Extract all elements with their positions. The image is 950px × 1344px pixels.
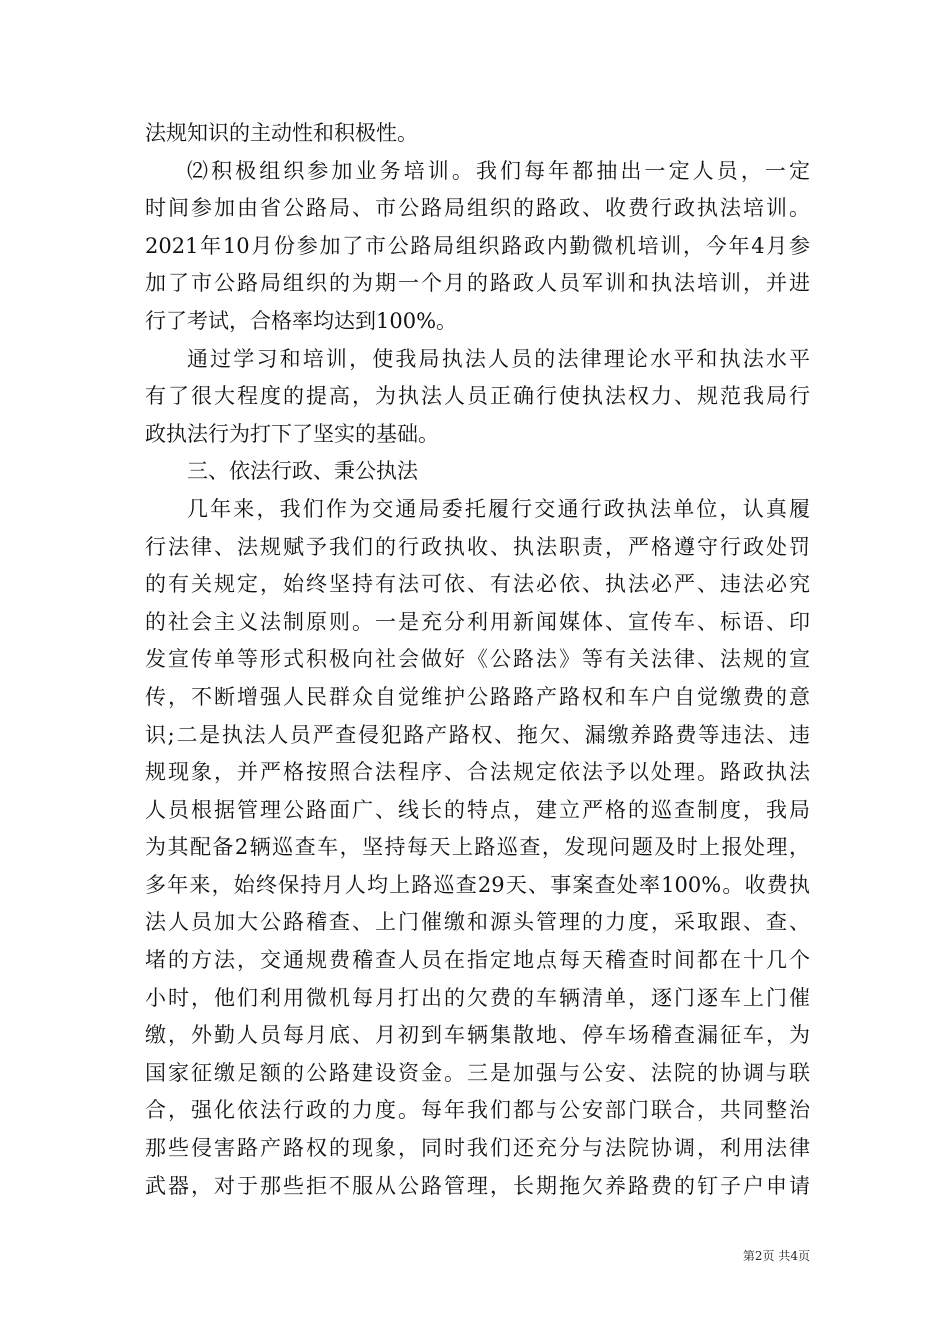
text-line: 的有关规定，始终坚持有法可依、有法必依、执法必严、违法必究	[145, 572, 810, 597]
text-line: 的社会主义法制原则。一是充分利用新闻媒体、宣传车、标语、印	[145, 609, 810, 634]
text-line: 合，强化依法行政的力度。每年我们都与公安部门联合，共同整治	[145, 1098, 810, 1123]
text-line: 传，不断增强人民群众自觉维护公路路产路权和车户自觉缴费的意	[145, 684, 810, 709]
text-line: 行了考试，合格率均达到100%。	[145, 308, 458, 333]
text-line: 2021年10月份参加了市公路局组织路政内勤微机培训，今年4月参	[145, 233, 810, 258]
text-line: 缴，外勤人员每月底、月初到车辆集散地、停车场稽查漏征车，为	[145, 1023, 810, 1048]
text-line: 时间参加由省公路局、市公路局组织的路政、收费行政执法培训。	[145, 196, 810, 221]
text-line: 三、依法行政、秉公执法	[187, 459, 418, 484]
text-line: 有了很大程度的提高，为执法人员正确行使执法权力、规范我局行	[145, 384, 810, 409]
text-line: 识;二是执法人员严查侵犯路产路权、拖欠、漏缴养路费等违法、违	[145, 722, 810, 747]
text-line: 加了市公路局组织的为期一个月的路政人员军训和执法培训，并进	[145, 271, 810, 296]
text-line: 行法律、法规赋予我们的行政执收、执法职责，严格遵守行政处罚	[145, 534, 810, 559]
text-line: 那些侵害路产路权的现象，同时我们还充分与法院协调，利用法律	[145, 1136, 810, 1161]
text-line: 通过学习和培训，使我局执法人员的法律理论水平和执法水平	[187, 346, 810, 371]
text-line: 人员根据管理公路面广、线长的特点，建立严格的巡查制度，我局	[145, 797, 810, 822]
text-line: 堵的方法，交通规费稽查人员在指定地点每天稽查时间都在十几个	[145, 948, 810, 973]
text-line: 小时，他们利用微机每月打出的欠费的车辆清单，逐门逐车上门催	[145, 985, 810, 1010]
text-line: 发宣传单等形式积极向社会做好《公路法》等有关法律、法规的宣	[145, 647, 810, 672]
text-line: 几年来，我们作为交通局委托履行交通行政执法单位，认真履	[187, 496, 810, 521]
document-body	[145, 115, 810, 1205]
text-line: 法人员加大公路稽查、上门催缴和源头管理的力度，采取跟、查、	[145, 910, 810, 935]
text-line: 规现象，并严格按照合法程序、合法规定依法予以处理。路政执法	[145, 760, 810, 785]
text-line: 法规知识的主动性和积极性。	[145, 121, 418, 145]
text-line: 武器，对于那些拒不服从公路管理，长期拖欠养路费的钉子户申请	[145, 1173, 810, 1198]
page-number: 第2页 共4页	[742, 1249, 810, 1263]
text-line: ⑵积极组织参加业务培训。我们每年都抽出一定人员，一定	[187, 158, 810, 183]
text-line: 国家征缴足额的公路建设资金。三是加强与公安、法院的协调与联	[145, 1060, 810, 1085]
text-line: 政执法行为打下了坚实的基础。	[145, 421, 439, 446]
text-line: 多年来，始终保持月人均上路巡查29天、事案查处率100%。收费执	[145, 872, 810, 897]
text-line: 为其配备2辆巡查车，坚持每天上路巡查，发现问题及时上报处理，	[145, 835, 810, 860]
